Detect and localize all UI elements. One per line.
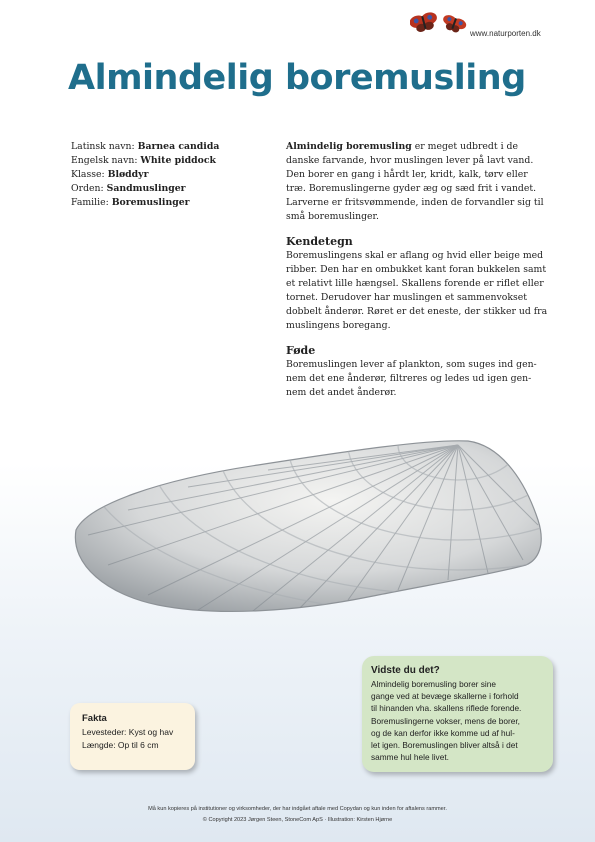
section-line: ribber. Den har en ombukket kant foran bukkelen samt [286, 264, 547, 275]
taxonomy-row [71, 140, 219, 154]
section-line: tornet. Derudover har muslingen et sammenvokset [286, 292, 527, 303]
shell-illustration [68, 425, 548, 620]
intro-line: Den borer en gang i hårdt ler, kridt, kalk, tørv eller [286, 169, 528, 180]
section-line: nem det andet ånderør. [286, 387, 397, 398]
did-you-know-line: samme hul hele livet. [371, 752, 449, 763]
section-line: Boremuslingen lever af plankton, som suges ind gen- [286, 359, 537, 370]
footer-copyright: © Copyright 2023 Jørgen Steen, StoneCom ApS · Illustration: Kirsten Hjørne [202, 817, 393, 823]
intro-line: Larverne er fritsvømmende, inden de forvandler sig til [286, 197, 544, 208]
taxonomy-row [71, 168, 219, 182]
taxonomy-row [71, 182, 219, 196]
did-you-know-text [371, 678, 549, 763]
did-you-know-line: til hinanden vha. skallens riflede forende. [371, 703, 522, 714]
section-line: et relativt lille hængsel. Skallens forende er riflet eller [286, 278, 544, 289]
section-heading-fode: Føde [286, 344, 316, 357]
intro-line: små boremuslinger. [286, 211, 379, 222]
taxonomy-label: Latinsk navn: [71, 141, 138, 152]
taxonomy-value: White piddock [140, 155, 216, 166]
did-you-know-box [362, 656, 553, 772]
did-you-know-line: Boremuslingerne vokser, mens de borer, [371, 715, 520, 726]
taxonomy-label: Klasse: [71, 169, 108, 180]
taxonomy-value: Bløddyr [107, 169, 149, 180]
did-you-know-heading: Vidste du det? [371, 665, 440, 676]
section-heading-kendetegn: Kendetegn [286, 235, 353, 248]
taxonomy-value: Barnea candida [137, 141, 220, 152]
taxonomy-list [71, 140, 219, 210]
fakta-line: Længde: Op til 6 cm [82, 740, 159, 750]
taxonomy-value: Boremuslinger [111, 197, 190, 208]
footer-license: Må kun kopieres på institutioner og virksomheder, der har indgået aftale med Copydan og kun inden for aftalens rammer. [148, 806, 447, 812]
section-line: muslingens boregang. [286, 320, 391, 331]
did-you-know-line: Almindelig boremusling borer sine [371, 679, 496, 689]
butterfly-icon [410, 10, 470, 36]
body-text [286, 140, 556, 400]
taxonomy-row [71, 154, 219, 168]
page-title: Almindelig boremusling [68, 58, 526, 98]
intro-line: er meget udbredt i de [411, 141, 518, 152]
section-text-fode [286, 358, 556, 400]
fakta-heading: Fakta [82, 713, 107, 724]
section-line: Boremuslingens skal er aflang og hvid eller beige med [286, 250, 544, 261]
did-you-know-line: let igen. Boremuslingen bliver altså i det [371, 740, 518, 751]
did-you-know-line: gange ved at bevæge skallerne i forhold [371, 691, 519, 702]
fakta-box [70, 703, 195, 770]
taxonomy-label: Engelsk navn: [71, 155, 141, 166]
taxonomy-label: Orden: [71, 183, 107, 194]
taxonomy-row [71, 196, 219, 210]
intro-lead: Almindelig boremusling [286, 141, 412, 152]
taxonomy-value: Sandmuslinger [106, 183, 186, 194]
section-line: nem det ene ånderør, filtreres og ledes ud igen gen- [286, 373, 532, 384]
did-you-know-line: og de kan derfor ikke komme ud af hul- [371, 727, 515, 738]
section-text-kendetegn [286, 249, 556, 333]
section-line: dobbelt ånderør. Røret er det eneste, der stikker ud fra [286, 306, 548, 317]
fakta-line: Levesteder: Kyst og hav [82, 727, 174, 737]
taxonomy-label: Familie: [71, 197, 112, 208]
intro-line: danske farvande, hvor muslingen lever på lavt vand. [286, 155, 534, 166]
site-url: www.naturporten.dk [470, 29, 541, 38]
intro-line: træ. Boremuslingerne gyder æg og sæd frit i vandet. [286, 183, 537, 194]
